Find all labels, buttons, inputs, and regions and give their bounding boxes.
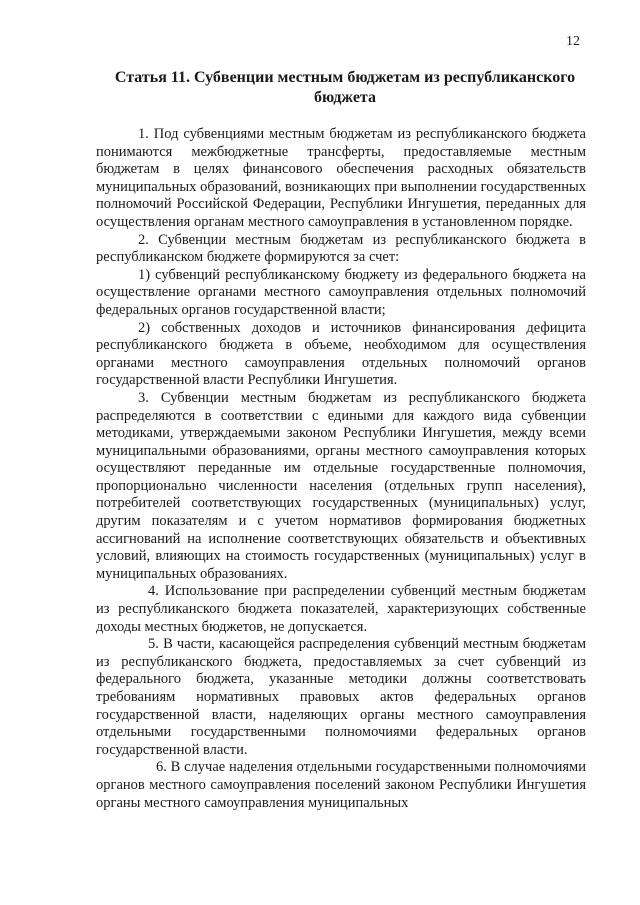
paragraph-3: 3. Субвенции местным бюджетам из республиканского бюджета распределяются в соответствии с едиными для каждого вида субвенции методиками, утверждаемыми законом Республики Ингушетия, между всеми муниципальными образованиями, органы местного самоуправления которых осуществляют переданные им отдельные государственные полномочия, пропорционально численности населения (отдельных групп населения), потребителей соответствующих государственных (муниципальных) услуг, другим показателям и с учетом нормативов формирования бюджетных ассигнований на исполнение соответствующих обязательств и объективных условий, влияющих на стоимость государственных (муниципальных) услуг в муниципальных образованиях. xyxy=(96,389,586,582)
article-title xyxy=(100,68,590,108)
paragraph-2: 2. Субвенции местным бюджетам из республиканского бюджета в республиканском бюджете формируются за счет: xyxy=(96,231,586,266)
paragraph-6: 6. В случае наделения отдельными государственными полномочиями органов местного самоуправления поселений законом Республики Ингушетия органы местного самоуправления муниципальных xyxy=(96,759,586,811)
article-title-line-2: бюджета xyxy=(314,89,376,106)
article-body xyxy=(96,126,586,812)
paragraph-2-item-2: 2) собственных доходов и источников финансирования дефицита республиканского бюджета в объеме, необходимом для осуществления органами местного самоуправления отдельных полномочий органов государственной власти Республики Ингушетия. xyxy=(96,319,586,389)
paragraph-1: 1. Под субвенциями местным бюджетам из республиканского бюджета понимаются межбюджетные трансферты, предоставляемые местным бюджетам в целях финансового обеспечения расходных обязательств муниципальных образований, возникающих при выполнении государственных полномочий Российской Федерации, Республики Ингушетия, переданных для осуществления органам местного самоуправления в установленном порядке. xyxy=(96,126,586,230)
paragraph-5: 5. В части, касающейся распределения субвенций местным бюджетам из республиканского бюджета, предоставляемых за счет субвенций из федерального бюджета, указанные методики должны соответствовать требованиям нормативных правовых актов федеральных органов государственной власти, наделяющих органы местного самоуправления отдельными государственными полномочиями федеральных органов государственной власти. xyxy=(96,636,586,758)
article-title-line-1: Статья 11. Субвенции местным бюджетам из республиканского xyxy=(114,69,576,86)
page-number: 12 xyxy=(566,34,580,49)
paragraph-2-item-1: 1) субвенций республиканскому бюджету из федерального бюджета на осуществление органами местного самоуправления отдельных полномочий федеральных органов государственной власти; xyxy=(96,266,586,318)
paragraph-4: 4. Использование при распределении субвенций местным бюджетам из республиканского бюджета показателей, характеризующих собственные доходы местных бюджетов, не допускается. xyxy=(96,583,586,635)
